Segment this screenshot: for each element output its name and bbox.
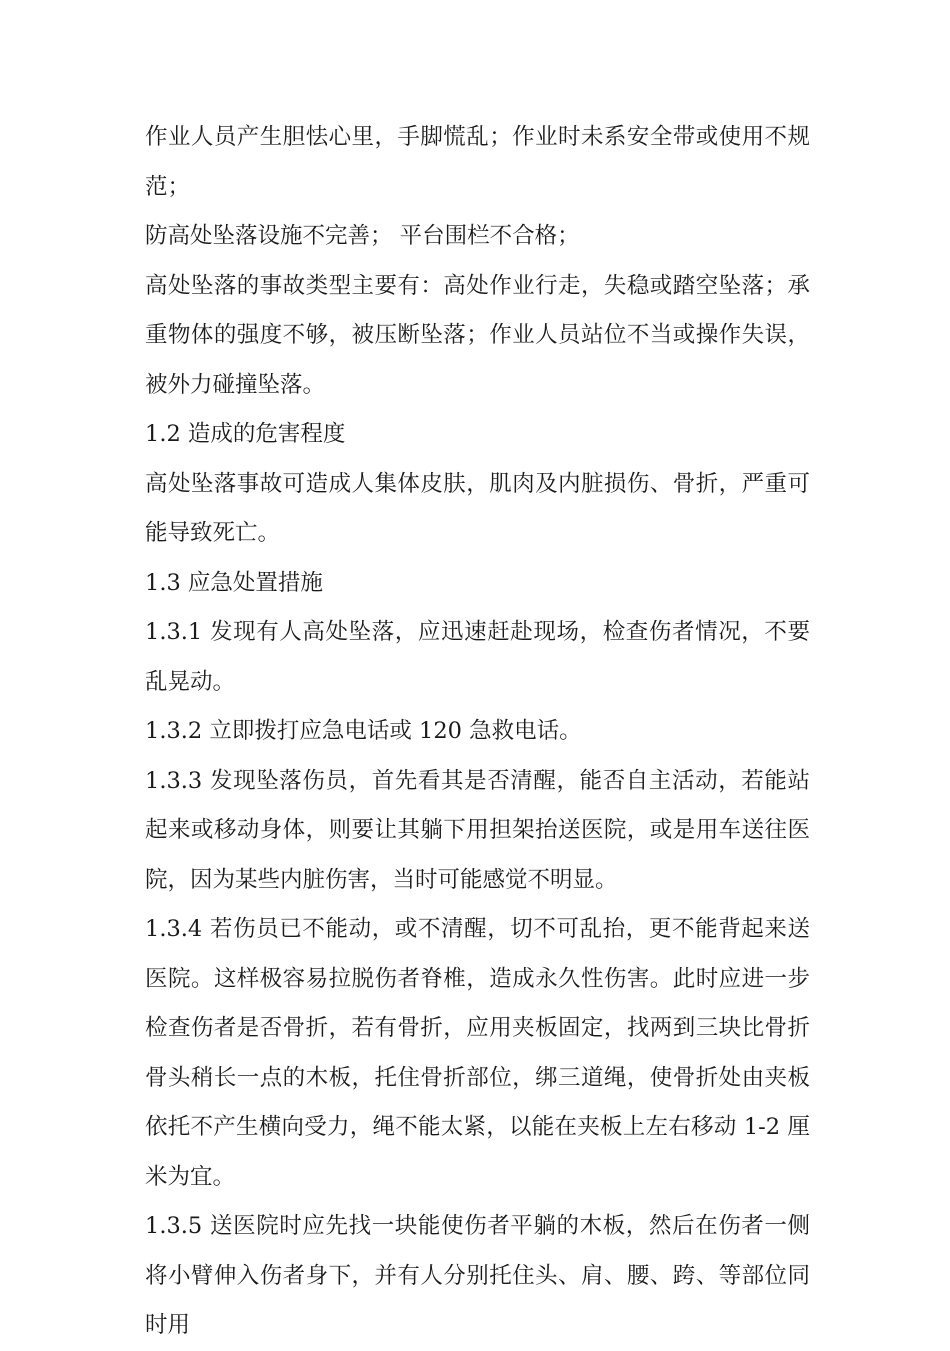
section-heading-1-2: 1.2 造成的危害程度: [145, 421, 346, 447]
paragraph-harm-degree: 高处坠落事故可造成人集体皮肤，肌肉及内脏损伤、骨折，严重可能导致死亡。: [145, 470, 810, 546]
paragraph-facilities: 防高处坠落设施不完善； 平台围栏不合格；: [145, 223, 580, 249]
section-heading-1-3: 1.3 应急处置措施: [145, 569, 323, 596]
paragraph-1-3-1: 1.3.1 发现有人高处坠落，应迅速赶赴现场，检查伤者情况，不要乱晃动。: [145, 619, 810, 695]
paragraph-1-3-4: 1.3.4 若伤员已不能动，或不清醒，切不可乱抬，更不能背起来送医院。这样极容易拉脱伤者脊椎，造成永久性伤害。此时应进一步检查伤者是否骨折，若有骨折，应用夹板固定，找两到三块比骨折骨头稍长一点的木板，托住骨折部位，绑三道绳，使骨折处由夹板依托不产生横向受力，绳不能太紧，以能在夹板上左右移动 1-2 厘米为宜。: [145, 916, 810, 1190]
document-body: [145, 113, 810, 1351]
paragraph-worker-fear: 作业人员产生胆怯心里，手脚慌乱；作业时未系安全带或使用不规范；: [145, 124, 810, 200]
paragraph-1-3-5: 1.3.5 送医院时应先找一块能使伤者平躺的木板，然后在伤者一侧将小臂伸入伤者身下，并有人分别托住头、肩、腰、跨、等部位同时用: [145, 1213, 810, 1338]
paragraph-1-3-2: 1.3.2 立即拨打应急电话或 120 急救电话。: [145, 718, 582, 744]
paragraph-1-3-3: 1.3.3 发现坠落伤员，首先看其是否清醒，能否自主活动，若能站起来或移动身体，则要让其躺下用担架抬送医院，或是用车送往医院，因为某些内脏伤害，当时可能感觉不明显。: [145, 767, 810, 893]
paragraph-accident-types: 高处坠落的事故类型主要有：高处作业行走，失稳或踏空坠落；承重物体的强度不够，被压断坠落；作业人员站位不当或操作失误，被外力碰撞坠落。: [145, 272, 810, 398]
